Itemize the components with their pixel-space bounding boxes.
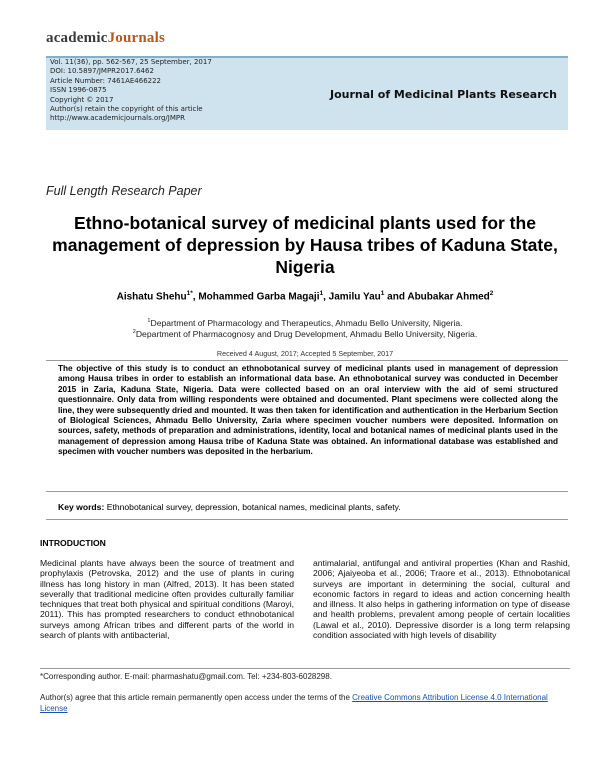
- author-list: Aishatu Shehu$^{1*}$, Mohammed Garba Magaji$^1$, Jamilu Yau$^1$ and Abubakar Ahmed$^2$: [116, 290, 494, 303]
- keywords: [58, 502, 558, 512]
- author-name: Abubakar Ahmed: [407, 291, 490, 303]
- intro-column-left: Medicinal plants have always been the source of treatment and prophylaxis (Petrovska, 2012) and the use of plants in curing illness has long history in man (Alfred, 2013). It has been stated severally that traditional medicine often provides culturally familiar techniques that treat both physical and spiritual conditions (Maroyi, 2011). This has prompted researchers to conduct ethnobotanical surveys among African tribes and different parts of the world in search of plants with antibacterial,: [40, 558, 294, 641]
- author-name: Mohammed Garba Magaji: [198, 291, 320, 303]
- meta-issn: ISSN 1996-0875: [50, 86, 107, 95]
- paper-type: Full Length Research Paper: [46, 184, 202, 198]
- affiliation-1: $^1$Department of Pharmacology and Therapeutics, Ahmadu Bello University, Nigeria.: [147, 318, 463, 328]
- keywords-bottom-rule: [46, 519, 568, 520]
- journal-name: Journal of Medicinal Plants Research: [330, 88, 557, 101]
- abstract: The objective of this study is to conduct an ethnobotanical survey of medicinal plants used in management of depression among Hausa tribes in order to establish an informational data base. An ethnobotanical survey was conducted in December 2015 in Zaria, Kaduna State, Nigeria. Data were collected based on an oral interview with the aid of semi structured questionnaire. Only data from willing respondents were obtained and documented. Plant specimens were collected along the line, they were subsequently dried and mounted. It was then taken for identification and authentication in the Herbarium Section of Biological Sciences, Ahmadu Bello University, Zaria where specimen voucher numbers were deposited. Information on sources, safety, methods of preparation and administrations, identity, local and botanical names of medicinal plants used in the management of depression among Hausa tribe of Kaduna State was obtained. An informational database was established and specimen with voucher numbers was deposited in the herbarium.: [58, 364, 558, 457]
- meta-url[interactable]: http://www.academicjournals.org/JMPR: [50, 114, 185, 123]
- keywords-label: Key words:: [58, 502, 105, 512]
- meta-article-number: Article Number: 7461AE466222: [50, 76, 162, 85]
- publisher-logo: academicJournals: [46, 30, 166, 46]
- received-dates: Received 4 August, 2017; Accepted 5 September, 2017: [216, 349, 394, 358]
- affiliation-2: $^2$Department of Pharmacognosy and Drug Development, Ahmadu Bello University, Nigeria.: [132, 329, 478, 339]
- corresponding-author: *Corresponding author. E-mail: pharmashatu@gmail.com. Tel: +234-803-6028298.: [40, 672, 332, 681]
- intro-column-right: antimalarial, antifungal and antiviral properties (Khan and Rashid, 2006; Ajaiyeoba et al., 2006; Traore et al., 2013). Ethnobotanical surveys are important in determining the social, cultural and economic factors in regard to ideas and action concerning health and illness. It also helps in gathering information on type of disease and health problems, prevalent among people of certain localities (Lawal et al., 2010). Depressive disorder is a long term relapsing condition associated with high levels of disability: [313, 558, 570, 641]
- abstract-bottom-rule: [46, 491, 568, 492]
- footnote-rule: [40, 668, 570, 669]
- author-name: Aishatu Shehu: [116, 291, 187, 303]
- abstract-top-rule: [46, 360, 568, 361]
- paper-title: Ethno-botanical survey of medicinal plants used for the management of depression by Hausa tribes of Kaduna State, Nigeria: [52, 213, 558, 277]
- meta-copyright: Copyright © 2017: [50, 95, 114, 104]
- author-name: Jamilu Yau: [328, 291, 381, 303]
- license-link[interactable]: Creative Commons Attribution License 4.0 International License: [40, 693, 548, 713]
- article-meta: [50, 58, 250, 124]
- license-note: Author(s) agree that this article remain permanently open access under the terms of the Creative Commons Attribution License 4.0 International License: [40, 693, 548, 713]
- meta-doi: DOI: 10.5897/JMPR2017.6462: [50, 67, 154, 76]
- section-heading-introduction: INTRODUCTION: [40, 538, 106, 548]
- meta-volume: Vol. 11(36), pp. 562-567, 25 September, 2017: [50, 58, 212, 66]
- meta-rights: Author(s) retain the copyright of this article: [50, 105, 203, 114]
- keywords-text: Ethnobotanical survey, depression, botanical names, medicinal plants, safety.: [106, 502, 401, 512]
